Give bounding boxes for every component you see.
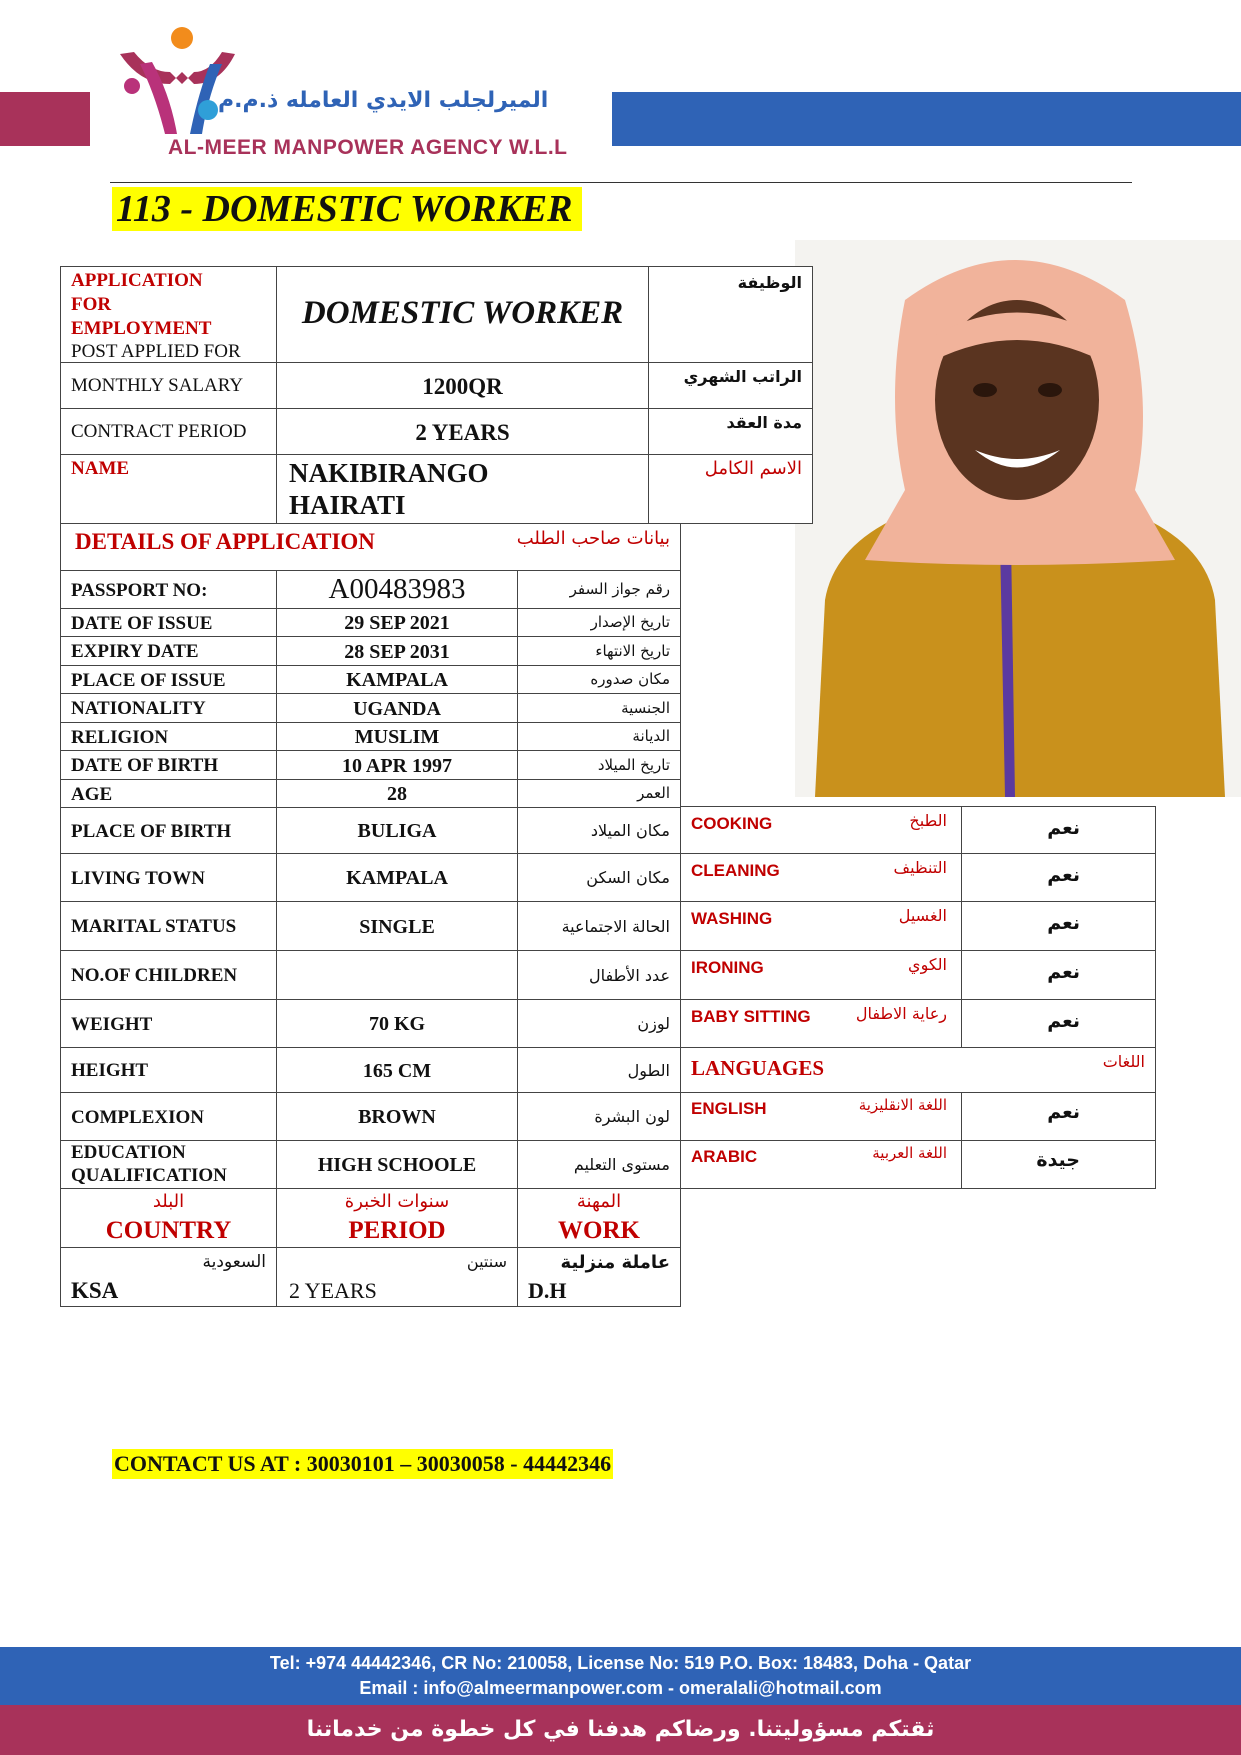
contract-value: 2 YEARS [415,420,510,445]
detail-value: KAMPALA [346,669,448,691]
language-label: ENGLISH [691,1099,767,1118]
details-heading: DETAILS OF APPLICATION [75,529,375,554]
skill-value-cell [961,999,1156,1048]
period-header: PERIOD [348,1217,446,1244]
language-label: ARABIC [691,1147,758,1166]
detail-label-arabic: الحالة الاجتماعية [561,917,670,936]
application-label-3: EMPLOYMENT [71,318,212,339]
detail-label-arabic: العمر [637,784,670,802]
detail-ar-cell [517,853,681,902]
applicant-photo [795,240,1241,797]
detail-value-cell [276,1092,518,1141]
work-header-arabic: المهنة [576,1191,622,1212]
detail-ar-cell [517,636,681,666]
skill-label: COOKING [691,814,773,833]
skill-label-cell [680,901,962,951]
detail-label-cell [60,1047,277,1093]
salary-ar-cell [648,362,813,409]
detail-value: 29 SEP 2021 [344,612,450,634]
period-value: 2 YEARS [289,1278,377,1303]
skill-value: نعم [1047,1010,1080,1032]
detail-label: HEIGHT [71,1060,149,1081]
detail-value: BULIGA [357,820,437,842]
contract-ar-cell [648,408,813,455]
skill-value: نعم [1047,912,1080,934]
detail-label: AGE [71,784,113,805]
detail-ar-cell [517,608,681,637]
name-ar-cell [648,454,813,524]
detail-value: 28 [387,783,407,805]
detail-value-cell [276,750,518,780]
detail-label-arabic: الديانة [632,727,670,745]
detail-label-arabic: تاريخ الانتهاء [595,642,670,660]
skill-value-cell [961,950,1156,1000]
language-value-cell [961,1140,1156,1189]
language-label-arabic: اللغة الانقليزية [858,1096,947,1114]
detail-value-cell [276,807,518,854]
detail-value-cell [276,665,518,694]
skill-label: BABY SITTING [691,1007,811,1026]
skill-label-cell [680,999,962,1048]
detail-value: MUSLIM [354,726,440,748]
skill-label-arabic: الغسيل [898,906,947,925]
footer-line-2: Email : info@almeermanpower.com - omeralali@hotmail.com [359,1678,882,1698]
detail-label: WEIGHT [71,1014,153,1035]
detail-label-cell [60,901,277,951]
detail-ar-cell [517,807,681,854]
detail-value-cell [276,950,518,1000]
skill-label-arabic: التنظيف [893,858,947,877]
post-ar-cell [648,266,813,363]
detail-ar-cell [517,1047,681,1093]
detail-label: MARITAL STATUS [71,916,237,937]
detail-label-cell [60,779,277,808]
detail-label-cell [60,665,277,694]
skill-label: WASHING [691,909,773,928]
detail-value: A00483983 [328,573,466,605]
language-value: جيدة [1036,1149,1080,1171]
name-label-cell [60,454,277,524]
country-value-arabic: السعودية [202,1252,266,1272]
post-value-cell [276,266,649,363]
country-header: COUNTRY [105,1217,232,1244]
footer-contact-bar [0,1647,1241,1705]
work-value-arabic: عاملة منزلية [560,1252,670,1273]
skill-label: CLEANING [691,861,780,880]
detail-label-arabic: لون البشرة [594,1107,670,1126]
detail-label: PLACE OF ISSUE [71,670,226,691]
name-label-arabic: الاسم الكامل [704,458,802,479]
detail-value: 165 CM [362,1060,432,1082]
detail-ar-cell [517,1140,681,1189]
detail-value-cell [276,901,518,951]
languages-heading-arabic: اللغات [1102,1052,1145,1071]
work-value: D.H [528,1278,567,1303]
detail-ar-cell [517,901,681,951]
detail-value-cell [276,779,518,808]
detail-label: EDUCATION [71,1142,186,1163]
detail-label-cell [60,853,277,902]
detail-label-cell [60,750,277,780]
detail-label-cell [60,999,277,1048]
salary-value-cell [276,362,649,409]
skill-label-arabic: الكوي [908,955,947,974]
detail-label-cell [60,1092,277,1141]
country-value: KSA [71,1278,119,1303]
detail-value: 28 SEP 2031 [344,641,450,663]
language-value: نعم [1047,1101,1080,1123]
detail-label: NO.OF CHILDREN [71,965,238,986]
detail-label: LIVING TOWN [71,868,205,889]
detail-label-cell [60,608,277,637]
detail-value-cell [276,636,518,666]
salary-value: 1200QR [422,374,503,399]
skill-value: نعم [1047,961,1080,983]
salary-label-cell [60,362,277,409]
skill-value: نعم [1047,817,1080,839]
company-name-english: AL-MEER MANPOWER AGENCY W.L.L [168,136,568,159]
detail-label-arabic: مكان السكن [586,868,670,887]
company-logo-icon [110,24,250,144]
detail-label: EXPIRY DATE [71,641,199,662]
detail-ar-cell [517,779,681,808]
work-header-cell [517,1188,681,1248]
country-header-cell [60,1188,277,1248]
header-divider [110,182,1132,183]
contract-label: CONTRACT PERIOD [71,421,247,442]
language-label-cell [680,1140,962,1189]
contact-line: CONTACT US AT : 30030101 – 30030058 - 44442346 [112,1449,613,1479]
detail-value: KAMPALA [346,867,448,889]
detail-label-arabic: مستوى التعليم [573,1155,670,1174]
name-line-1: NAKIBIRANGO [289,458,489,488]
skill-label: IRONING [691,958,764,977]
detail-label-arabic: تاريخ الإصدار [590,613,670,631]
detail-label-cell [60,807,277,854]
detail-value: HIGH SCHOOLE [317,1154,477,1176]
skill-label-arabic: الطبخ [909,811,947,830]
detail-value: 10 APR 1997 [342,755,452,777]
detail-label-cell [60,722,277,751]
detail-label: DATE OF ISSUE [71,613,213,634]
period-value-arabic: سنتين [466,1252,507,1271]
period-header-arabic: سنوات الخبرة [344,1191,450,1212]
period-header-cell [276,1188,518,1248]
detail-label-cell [60,570,277,609]
detail-ar-cell [517,950,681,1000]
details-heading-cell [60,523,681,571]
detail-label-cell [60,1140,277,1189]
detail-ar-cell [517,722,681,751]
detail-label-arabic: رقم جواز السفر [569,580,670,598]
detail-value-cell [276,608,518,637]
detail-ar-cell [517,750,681,780]
skill-value-cell [961,806,1156,854]
detail-value: BROWN [358,1106,436,1128]
detail-label-arabic: تاريخ الميلاد [597,756,670,774]
detail-label-cell [60,636,277,666]
detail-value-cell [276,722,518,751]
salary-label: MONTHLY SALARY [71,375,244,396]
header-accent-bar-right [612,92,1241,146]
detail-ar-cell [517,693,681,723]
name-line-2: HAIRATI [289,490,406,520]
country-header-arabic: البلد [152,1191,185,1212]
detail-label: RELIGION [71,727,169,748]
details-heading-arabic: بيانات صاحب الطلب [516,528,670,549]
detail-label: PLACE OF BIRTH [71,821,232,842]
detail-value-cell [276,570,518,609]
detail-value-cell [276,1047,518,1093]
period-value-cell [276,1247,518,1307]
detail-value-cell [276,1140,518,1189]
detail-value-cell [276,999,518,1048]
company-name-arabic: الميرلجلب الايدي العامله ذ.م.م [218,88,549,113]
post-applied-label: POST APPLIED FOR [71,341,241,362]
detail-value-cell [276,853,518,902]
application-label-2: FOR [71,294,112,315]
post-label-cell [60,266,277,363]
detail-ar-cell [517,1092,681,1141]
country-value-cell [60,1247,277,1307]
detail-ar-cell [517,665,681,694]
detail-label-line-2: QUALIFICATION [71,1165,227,1186]
skill-label-arabic: رعاية الاطفال [855,1004,947,1023]
contract-label-arabic: مدة العقد [726,413,802,432]
detail-label-arabic: مكان الميلاد [590,821,670,840]
skill-value: نعم [1047,864,1080,886]
footer-tagline: ثقتكم مسؤوليتنا. ورضاكم هدفنا في كل خطوة من خدماتنا [0,1705,1241,1755]
work-value-cell [517,1247,681,1307]
detail-value: UGANDA [353,698,441,720]
detail-label: NATIONALITY [71,698,206,719]
detail-label: PASSPORT NO: [71,580,208,601]
application-label-1: APPLICATION [71,270,203,291]
language-label-arabic: اللغة العربية [872,1144,947,1162]
name-value-cell [276,454,649,524]
detail-label-arabic: مكان صدوره [590,670,670,688]
detail-label-cell [60,950,277,1000]
job-title: 113 - DOMESTIC WORKER [112,187,582,231]
detail-value-cell [276,693,518,723]
detail-ar-cell [517,570,681,609]
skill-value-cell [961,901,1156,951]
detail-label-arabic: عدد الأطفال [588,966,670,985]
languages-heading-cell [680,1047,1156,1093]
contract-value-cell [276,408,649,455]
header-accent-bar-left [0,92,90,146]
detail-label-cell [60,693,277,723]
footer-line-1: Tel: +974 44442346, CR No: 210058, License No: 519 P.O. Box: 18483, Doha - Qatar [269,1653,972,1673]
skill-value-cell [961,853,1156,902]
language-value-cell [961,1092,1156,1141]
detail-label: COMPLEXION [71,1107,204,1128]
skill-label-cell [680,806,962,854]
skill-label-cell [680,950,962,1000]
languages-heading: LANGUAGES [691,1056,825,1080]
name-label: NAME [71,458,130,479]
language-label-cell [680,1092,962,1141]
detail-label-arabic: لوزن [637,1014,670,1033]
detail-value: SINGLE [359,916,435,938]
detail-ar-cell [517,999,681,1048]
detail-label-arabic: الطول [627,1061,670,1080]
detail-value: 70 KG [368,1013,426,1035]
post-label-arabic: الوظيفة [737,273,802,292]
work-header: WORK [558,1217,640,1244]
contract-label-cell [60,408,277,455]
detail-label-arabic: الجنسية [621,699,670,717]
salary-label-arabic: الراتب الشهري [683,367,802,386]
skill-label-cell [680,853,962,902]
post-value: DOMESTIC WORKER [301,295,624,331]
detail-label: DATE OF BIRTH [71,755,219,776]
